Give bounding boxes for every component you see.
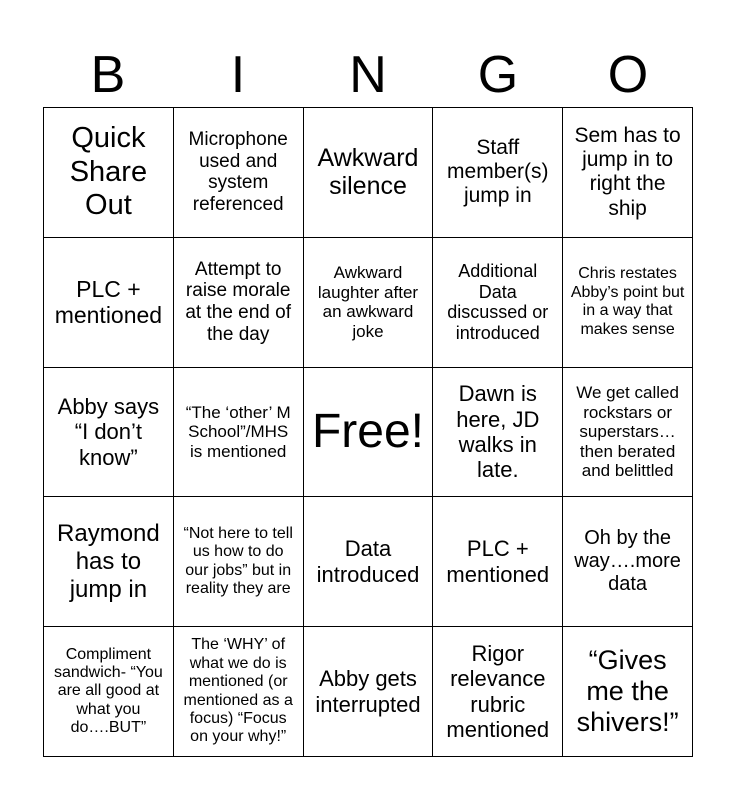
free-space-label: Free! — [311, 405, 424, 459]
bingo-cell-label: Awkward laughter after an awkward joke — [317, 263, 419, 341]
bingo-board — [43, 107, 693, 757]
bingo-cell-r5-c4[interactable] — [433, 627, 563, 757]
bingo-cell-label: Additional Data discussed or introduced — [447, 260, 549, 343]
bingo-cell-label: “Not here to tell us how to do our jobs” but in reality they are — [183, 525, 293, 598]
bingo-cell-r2-c5[interactable] — [563, 238, 693, 368]
bingo-cell-r2-c2[interactable] — [174, 238, 304, 368]
bingo-cell-r5-c1[interactable] — [44, 627, 174, 757]
bingo-cell-r4-c1[interactable] — [44, 497, 174, 627]
bingo-cell-r1-c5[interactable] — [563, 108, 693, 238]
bingo-cell-label: PLC + mentioned — [446, 536, 550, 587]
header-letter-n: N — [349, 46, 387, 104]
header-letter-i: I — [230, 46, 246, 104]
bingo-cell-r1-c4[interactable] — [433, 108, 563, 238]
bingo-cell-label: Abby says “I don’t know” — [57, 394, 160, 470]
bingo-cell-r1-c1[interactable] — [44, 108, 174, 238]
bingo-cell-free[interactable] — [304, 368, 434, 498]
bingo-cell-r2-c3[interactable] — [304, 238, 434, 368]
bingo-cell-r5-c5[interactable] — [563, 627, 693, 757]
bingo-cell-r5-c3[interactable] — [304, 627, 434, 757]
bingo-cell-label: Staff member(s) jump in — [447, 136, 549, 208]
bingo-cell-label: “The ‘other’ M School”/MHS is mentioned — [185, 402, 291, 461]
bingo-cell-label: Awkward silence — [317, 143, 419, 201]
bingo-cell-label: Raymond has to jump in — [57, 520, 160, 603]
header-letter-b: B — [90, 46, 126, 104]
header-letter-g: G — [477, 46, 519, 104]
bingo-header — [43, 44, 693, 106]
bingo-cell-r4-c5[interactable] — [563, 497, 693, 627]
bingo-cell-label: Chris restates Abby’s point but in a way that makes sense — [570, 265, 685, 338]
bingo-cell-r4-c3[interactable] — [304, 497, 434, 627]
bingo-cell-r1-c2[interactable] — [174, 108, 304, 238]
bingo-cell-label: “Gives me the shivers!” — [576, 645, 679, 738]
bingo-cell-r5-c2[interactable] — [174, 627, 304, 757]
bingo-cell-r2-c4[interactable] — [433, 238, 563, 368]
bingo-cell-r3-c1[interactable] — [44, 368, 174, 498]
header-letter-o: O — [607, 46, 649, 104]
bingo-cell-label: PLC + mentioned — [54, 275, 163, 329]
bingo-cell-label: Microphone used and system referenced — [188, 128, 288, 216]
bingo-cell-r3-c4[interactable] — [433, 368, 563, 498]
bingo-cell-r1-c3[interactable] — [304, 108, 434, 238]
bingo-cell-r4-c4[interactable] — [433, 497, 563, 627]
bingo-cell-r3-c5[interactable] — [563, 368, 693, 498]
bingo-cell-r3-c2[interactable] — [174, 368, 304, 498]
bingo-cell-label: Compliment sandwich- “You are all good at what you do….BUT” — [53, 645, 163, 737]
bingo-cell-r2-c1[interactable] — [44, 238, 174, 368]
bingo-cell-label: Sem has to jump in to right the ship — [574, 124, 681, 220]
bingo-cell-label: Quick Share Out — [69, 122, 148, 222]
bingo-cell-label: Abby gets interrupted — [315, 666, 421, 717]
bingo-cell-label: Attempt to raise morale at the end of the day — [185, 258, 292, 346]
bingo-cell-label: Dawn is here, JD walks in late. — [456, 381, 540, 483]
bingo-cell-label: Rigor relevance rubric mentioned — [446, 641, 550, 742]
bingo-cell-label: The ‘WHY’ of what we do is mentioned (or mentioned as a focus) “Focus on your why!” — [183, 636, 293, 746]
bingo-cell-label: We get called rockstars or superstars…then berated and belittled — [576, 383, 679, 481]
bingo-cell-label: Data introduced — [316, 536, 420, 587]
bingo-cell-label: Oh by the way….more data — [574, 527, 681, 596]
bingo-cell-r4-c2[interactable] — [174, 497, 304, 627]
